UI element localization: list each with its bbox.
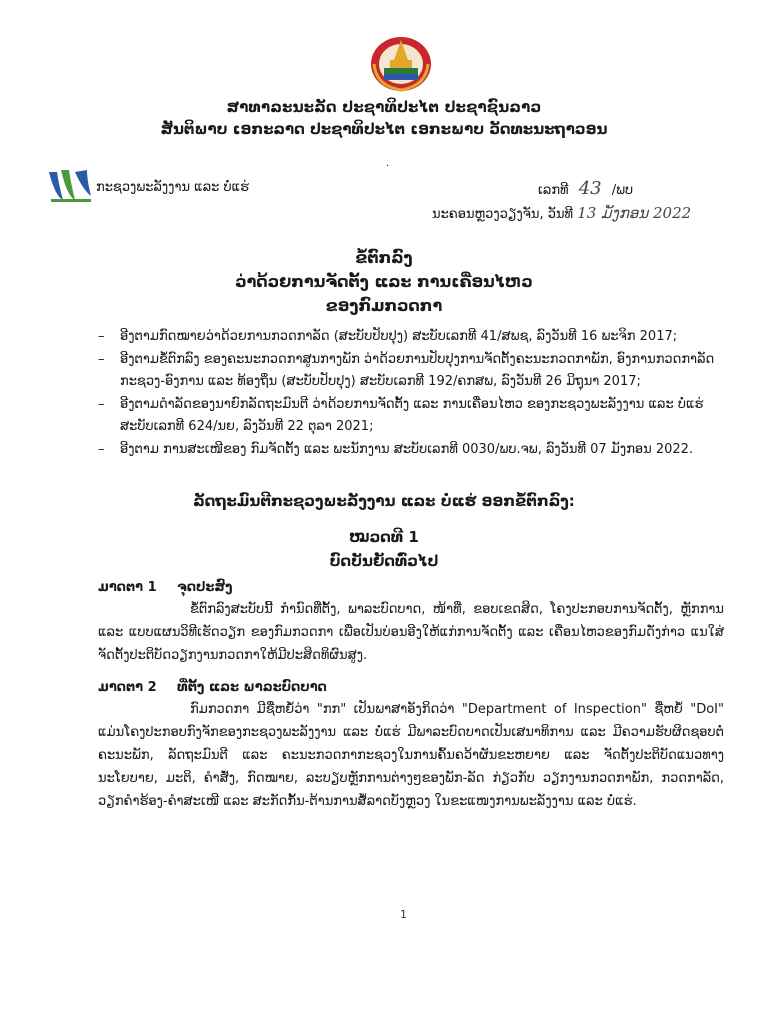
- document-number-value: 43: [578, 178, 602, 199]
- header-dot: .: [386, 158, 390, 169]
- document-title-line2: ວ່າດ້ວຍການຈັດຕັ້ງ ແລະ ການເຄື່ອນໄຫວ: [235, 272, 533, 291]
- reference-item: – ອີງຕາມກົດໝາຍວ່າດ້ວຍການກວດກາລັດ (ສະບັບປັບປຸງ) ສະບັບເລກທີ 41/ສພຊ, ລົງວັນທີ 16 ພະຈິກ 2017;: [98, 329, 678, 344]
- document-title-line3: ຂອງກົມກວດກາ: [325, 296, 443, 315]
- ministry-logo: [45, 166, 95, 204]
- reference-item: – ອີງຕາມ ການສະເໜີຂອງ ກົມຈັດຕັ້ງ ແລະ ພະນັກງານ ສະບັບເລກທີ 0030/ພບ.ຈພ, ລົງວັນທີ 07 ມັງກອນ 2022.: [98, 442, 694, 457]
- reference-item: – ອີງຕາມຂໍ້ຕົກລົງ ຂອງຄະນະກວດກາສູນກາງພັກ ວ່າດ້ວຍການປັບປຸງການຈັດຕັ້ງຄະນະກວດກາພັກ, ອົງການກວດກາລັດ ກະຊວງ-ອົງການ ແລະ ທ້ອງຖິ່ນ (ສະບັບປັບປຸງ) ສະບັບເລກທີ 192/ຄກສພ, ລົງວັນທີ 26 ມິຖຸນາ 2017;: [98, 352, 715, 389]
- article-title: ທີ່ຕັ້ງ ແລະ ພາລະບົດບາດ: [177, 680, 327, 695]
- article-title: ຈຸດປະສົງ: [177, 580, 233, 595]
- document-number-suffix: /ພບ: [611, 183, 634, 198]
- decree-statement: ລັດຖະມົນຕີກະຊວງພະລັງງານ ແລະ ບໍ່ແຮ່ ອອກຂໍ້ຕົກລົງ:: [193, 492, 575, 510]
- chapter-name: ບົດບັນຍັດທົ່ວໄປ: [329, 552, 439, 570]
- place-date: [432, 204, 691, 222]
- national-motto: ສັນຕິພາບ ເອກະລາດ ປະຊາທິປະໄຕ ເອກະພາບ ວັດທະນະຖາວອນ: [160, 120, 608, 138]
- date-value: 13 ມັງກອນ 2022: [577, 204, 692, 222]
- republic-name: ສາທາລະນະລັດ ປະຊາທິປະໄຕ ປະຊາຊົນລາວ: [226, 98, 542, 116]
- article-label: ມາດຕາ 1: [98, 580, 157, 595]
- article-2-body: ກົມກວດກາ ມີຊື່ຫຍໍ້ວ່າ "ກກ" ເປັນພາສາອັງກິດວ່າ "Department of Inspection" ຊື່ຫຍໍ້ "DoI" ແມ່ນໂຄງປະກອບກົງຈັກຂອງກະຊວງພະລັງງານ ແລະ ບໍ່ແຮ່ ມີພາລະບົດບາດເປັນເສນາທິການ ແລະ ມີຄວາມຮັບຜິດຊອບຕໍ່ຄະນະພັກ, ລັດຖະມົນຕີ ແລະ ຄະນະກວດກາກະຊວງໃນການຄົ້ນຄວ້າຜັນຂະຫຍາຍ ແລະ ຈັດຕັ້ງປະຕິບັດແນວທາງນະໂຍບາຍ, ມະຕິ, ຄຳສັ່ງ, ກົດໝາຍ, ລະບຽບຫຼັກການຕ່າງໆຂອງພັກ-ລັດ ກ່ຽວກັບ ວຽກງານກວດກາພັກ, ກວດກາລັດ, ວຽກຄຳຮ້ອງ-ຄຳສະເໜີ ແລະ ສະກັດກັ້ນ-ຕ້ານການສໍ້ລາດບັງຫຼວງ ໃນຂະແໜງການພະລັງງານ ແລະ ບໍ່ແຮ່.: [98, 702, 724, 809]
- reference-item: – ອີງຕາມດຳລັດຂອງນາຍົກລັດຖະມົນຕີ ວ່າດ້ວຍການຈັດຕັ້ງ ແລະ ການເຄື່ອນໄຫວ ຂອງກະຊວງພະລັງງານ ແລະ ບໍ່ແຮ່ ສະບັບເລກທີ 624/ນຍ, ລົງວັນທີ 22 ຕຸລາ 2021;: [98, 397, 704, 434]
- page-number: 1: [400, 908, 407, 921]
- legal-references: [98, 326, 718, 462]
- national-emblem: [366, 30, 436, 94]
- document-number-label: ເລກທີ: [538, 183, 569, 198]
- article-label: ມາດຕາ 2: [98, 680, 157, 695]
- article-1-heading: [98, 580, 233, 595]
- ministry-name: ກະຊວງພະລັງງານ ແລະ ບໍ່ແຮ່: [96, 180, 250, 195]
- article-1-body: ຂໍ້ຕົກລົງສະບັບນີ້ ກຳນົດທີ່ຕັ້ງ, ພາລະບົດບາດ, ໜ້າທີ່, ຂອບເຂດສິດ, ໂຄງປະກອບການຈັດຕັ້ງ, ຫຼັກການ ແລະ ແບບແຜນວິທີເຮັດວຽກ ຂອງກົມກວດກາ ເພື່ອເປັນບ່ອນອີງໃຫ້ແກ່ການຈັດຕັ້ງ ແລະ ເຄື່ອນໄຫວຂອງກົມດັ່ງກ່າວ ແນໃສ່ຈັດຕັ້ງປະຕິບັດວຽກງານກວດກາໃຫ້ມີປະສິດທິຜົນສູງ.: [98, 602, 724, 663]
- document-number: [538, 178, 633, 199]
- place-date-label: ນະຄອນຫຼວງວຽງຈັນ, ວັນທີ: [432, 207, 574, 222]
- document-title-line1: ຂໍ້ຕົກລົງ: [355, 248, 413, 267]
- article-2-heading: [98, 680, 327, 695]
- chapter-number: ໝວດທີ 1: [349, 528, 419, 546]
